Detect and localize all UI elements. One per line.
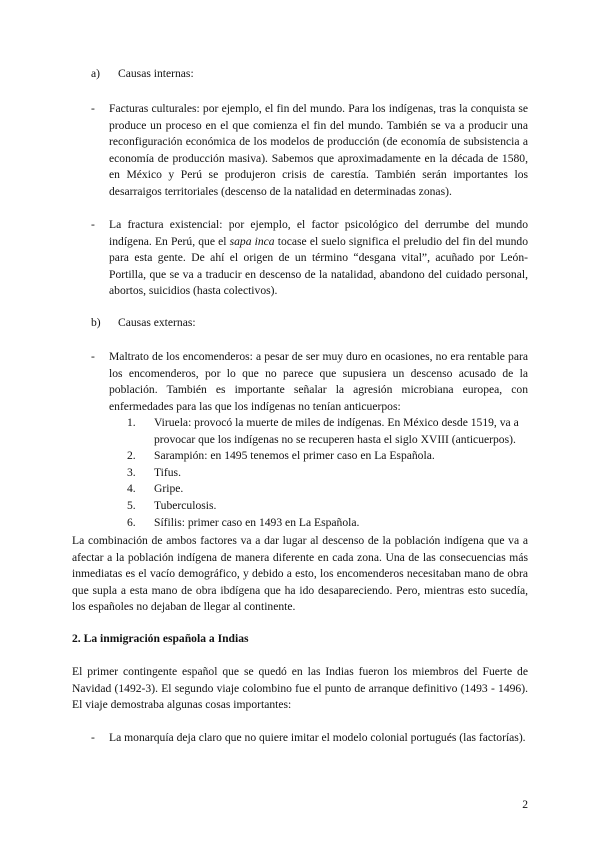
section-b-heading [91,315,511,332]
bullet-fractura-existencial [109,217,528,300]
bullet-facturas-culturales: Facturas culturales: por ejemplo, el fin del mundo. Para los indígenas, tras la conquista se produce un proceso en el que comienza el fin del mundo. También se va a producir una reconfiguración económica de los modelos de producción (de economía de subsistencia a economía de producción masiva). Sabemos que aproximadamente en la década de 1580, en México y Perú se produjeron crisis de carestía. También serán importantes los desarraigos territoriales (descenso de la natalidad en determinadas zonas). [109,102,528,198]
list-item-text: Sífilis: primer caso en 1493 en La Española. [154,515,360,529]
section-heading: 2. La inmigración española a Indias [72,632,249,645]
bullet-text-part: La fractura existencial: por ejemplo, el factor psicológico del derrumbe del mundo indígena. En Perú, que el [109,218,528,248]
list-item [127,498,528,515]
list-number: 3. [127,465,136,479]
section-b-label: b) [91,316,101,329]
list-item [127,481,528,498]
bullet-maltrato: Maltrato de los encomenderos: a pesar de ser muy duro en ocasiones, no era rentable para los encomenderos, por lo que no parece que supusiera un descenso acusado de la población. También es importante señalar la agresión microbiana europea, con enfermedades para las que los indígenas no tenían anticuerpos: [109,350,528,413]
section-b-title: Causas externas: [118,316,196,329]
list-item-text: Gripe. [154,482,184,496]
list-item [127,465,528,482]
list-number: 1. [127,416,136,429]
list-item-text: Tuberculosis. [154,498,217,512]
list-item [127,515,528,532]
section-a-heading [91,66,511,83]
paragraph-primer-contingente: El primer contingente español que se quedó en las Indias fueron los miembros del Fuerte de Navidad (1492-3). El segundo viaje colombino fue el punto de arranque definitivo (1493 - 1496). El viaje demostraba algunas cosas importantes: [72,665,528,712]
list-item-text: Sarampión: en 1495 tenemos el primer caso en La Española. [154,449,435,463]
list-number: 4. [127,482,136,496]
bullet-dash: - [91,350,95,363]
italic-term: sapa inca [229,234,275,248]
section-a-label: a) [91,67,101,80]
bullet-text-part: tocase el suelo significa el preludio del fin del mundo para esta gente. De ahí el origen de un término “desgana vital”, acuñado por León-Portilla, que se va a traducir en descenso de la natalidad, abandono del cuidado personal, abortos, suicidios (hasta colectivos). [109,234,528,298]
page-number: 2 [522,798,528,811]
disease-list [127,415,528,531]
section-a-title: Causas internas: [118,67,194,80]
bullet-dash: - [91,102,95,115]
bullet-dash: - [91,731,95,744]
list-item-text: Tifus. [154,465,181,479]
list-item [127,415,528,448]
bullet-dash: - [91,218,95,231]
list-number: 5. [127,498,136,512]
bullet-monarquia: La monarquía deja claro que no quiere imitar el modelo colonial portugués (las factorías). [109,731,526,744]
paragraph-consecuencias: La combinación de ambos factores va a dar lugar al descenso de la población indígena que va a afectar a la población indígena de manera diferente en cada zona. Una de las consecuencias más inmediatas es el vacío demográfico, y debido a esto, los encomenderos necesitaban mano de obra que supla a esta mano de obra ibdígena que ha ido desapareciendo. Pero, mientras esto sucedía, los españoles no dejaban de llegar al continente. [72,534,528,614]
list-item [127,448,528,465]
list-item-text: Viruela: provocó la muerte de miles de indígenas. En México desde 1519, va a provocar que los indígenas no se recuperen hasta el siglo XVIII (anticuerpos). [154,416,519,446]
list-number: 6. [127,515,136,529]
list-number: 2. [127,449,136,463]
